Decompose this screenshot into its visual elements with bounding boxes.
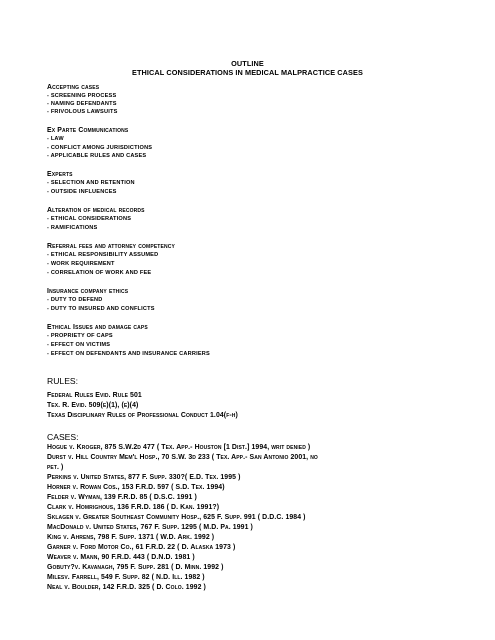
section-item: - ETHICAL RESPONSIBILITY ASSUMED [47, 252, 159, 258]
section-item: - PROPRIETY OF CAPS [47, 333, 113, 339]
section-item: - RAMIFICATIONS [47, 225, 98, 231]
case-line: Milesv. Farrell, 549 F. Supp. 82 ( N.D. Ill. 1982 ) [47, 574, 205, 581]
cases-heading: CASES: [47, 432, 79, 442]
case-line: Neal v. Boulder, 142 F.R.D. 325 ( D. Colo. 1992 ) [47, 584, 206, 591]
case-line: King v. Ahrens, 798 F. Supp. 1371 ( W.D. Ark. 1992 ) [47, 534, 215, 541]
section-item: - SELECTION AND RETENTION [47, 180, 135, 186]
case-line: Hogue v. Kroger, 875 S.W.2d 477 ( Tex. App.- Houston [1 Dist.] 1994, writ denied ) [47, 444, 311, 451]
section-heading: Experts [47, 171, 73, 178]
case-line: MacDonald v. United States, 767 F. Supp. 1295 ( M.D. Pa. 1991 ) [47, 524, 253, 531]
case-line: Perkins v. United States, 877 F. Supp. 330?( E.D. Tex. 1995 ) [47, 474, 241, 481]
case-line: Clark v. Homrighous, 136 F.R.D. 186 ( D. Kan. 1991?) [47, 504, 220, 511]
case-line: Horner v. Rowan Cos., 153 F.R.D. 597 ( S.D. Tex. 1994) [47, 484, 225, 491]
outline-title: OUTLINE [231, 59, 264, 68]
section-item: - EFFECT ON DEFENDANTS AND INSURANCE CARRIERS [47, 351, 210, 357]
section-item: - DUTY TO INSURED AND CONFLICTS [47, 306, 155, 312]
section-item: - APPLICABLE RULES AND CASES [47, 153, 147, 159]
rules-heading: RULES: [47, 376, 79, 386]
section-item: - FRIVOLOUS LAWSUITS [47, 109, 118, 115]
section-item: - CORRELATION OF WORK AND FEE [47, 270, 152, 276]
section-item: - CONFLICT AMONG JURISDICTIONS [47, 145, 153, 151]
section-item: - NAMING DEFENDANTS [47, 101, 117, 107]
section-item: - DUTY TO DEFEND [47, 297, 103, 303]
section-heading: Accepting cases [47, 84, 100, 91]
section-heading: Insurance company ethics [47, 288, 129, 295]
section-heading: Ethical Issues and damage caps [47, 324, 148, 331]
case-line: Weaver v. Mann, 90 F.R.D. 443 ( D.N.D. 1981 ) [47, 554, 195, 561]
case-line: Durst v. Hill Country Mem'l Hosp., 70 S.W. 3d 233 ( Tex. App.- San Antonio 2001, no [47, 454, 318, 461]
section-item: - EFFECT ON VICTIMS [47, 342, 111, 348]
section-item: - SCREENING PROCESS [47, 93, 117, 99]
section-item: - OUTSIDE INFLUENCES [47, 189, 117, 195]
section-heading: Alteration of medical records [47, 207, 145, 214]
case-line: Sklagen v. Greater Southeast Community Hosp., 625 F. Supp. 991 ( D.D.C. 1984 ) [47, 514, 306, 521]
case-line: Gobuty?v. Kavanagh, 795 F. Supp. 281 ( D. Minn. 1992 ) [47, 564, 224, 571]
case-line: Garner v. Ford Motor Co., 61 F.R.D. 22 ( D. Alaska 1973 ) [47, 544, 236, 551]
section-heading: Referral fees and attorney competency [47, 243, 176, 250]
section-item: - LAW [47, 136, 64, 142]
case-line: pet. ) [47, 464, 64, 471]
case-line: Felder v. Wyman, 139 F.R.D. 85 ( D.S.C. 1991 ) [47, 494, 197, 501]
document-title: ETHICAL CONSIDERATIONS IN MEDICAL MALPRACTICE CASES [132, 68, 363, 77]
section-item: - WORK REQUIREMENT [47, 261, 115, 267]
section-item: - ETHICAL CONSIDERATIONS [47, 216, 132, 222]
rule-line: Texas Disciplinary Rules of Professional Conduct 1.04(f-h) [47, 412, 238, 419]
section-heading: Ex Parte Communications [47, 127, 129, 134]
rule-line: Federal Rules Evid. Rule 501 [47, 392, 142, 399]
rule-line: Tex. R. Evid. 509(e)(1), (e)(4) [47, 402, 139, 409]
